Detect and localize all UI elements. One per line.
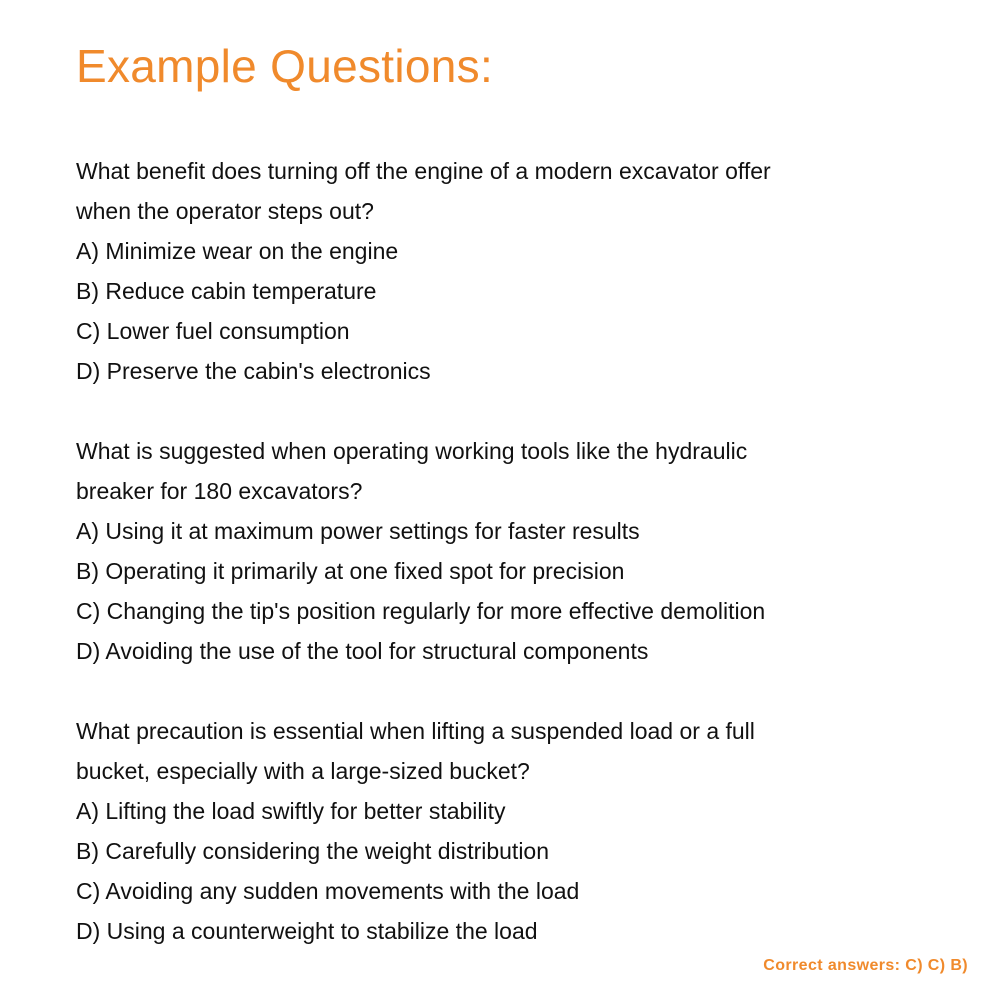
question-2-option-a: A) Using it at maximum power settings for faster results bbox=[76, 518, 640, 544]
question-2-option-d: D) Avoiding the use of the tool for structural components bbox=[76, 638, 649, 664]
question-3 bbox=[76, 711, 956, 951]
question-2-prompt-line-2: breaker for 180 excavators? bbox=[76, 478, 363, 504]
question-1-option-b: B) Reduce cabin temperature bbox=[76, 278, 377, 304]
question-1-prompt-line-1: What benefit does turning off the engine of a modern excavator offer bbox=[76, 158, 771, 184]
question-3-option-a: A) Lifting the load swiftly for better stability bbox=[76, 798, 506, 824]
question-2-option-c: C) Changing the tip's position regularly for more effective demolition bbox=[76, 598, 766, 624]
question-3-option-c: C) Avoiding any sudden movements with the load bbox=[76, 878, 580, 904]
page-title: Example Questions: bbox=[76, 40, 494, 92]
correct-answers-note: Correct answers: C) C) B) bbox=[763, 957, 968, 974]
question-3-option-d: D) Using a counterweight to stabilize the load bbox=[76, 918, 538, 944]
question-2-prompt-line-1: What is suggested when operating working tools like the hydraulic bbox=[76, 438, 748, 464]
question-1-option-d: D) Preserve the cabin's electronics bbox=[76, 358, 431, 384]
question-1 bbox=[76, 151, 956, 391]
question-2 bbox=[76, 431, 956, 671]
question-3-prompt-line-2: bucket, especially with a large-sized bucket? bbox=[76, 758, 530, 784]
question-3-option-b: B) Carefully considering the weight distribution bbox=[76, 838, 550, 864]
question-list bbox=[76, 151, 956, 991]
question-1-prompt-line-2: when the operator steps out? bbox=[76, 198, 374, 224]
question-2-option-b: B) Operating it primarily at one fixed spot for precision bbox=[76, 558, 625, 584]
question-1-option-a: A) Minimize wear on the engine bbox=[76, 238, 399, 264]
question-1-option-c: C) Lower fuel consumption bbox=[76, 318, 350, 344]
question-3-prompt-line-1: What precaution is essential when lifting a suspended load or a full bbox=[76, 718, 755, 744]
